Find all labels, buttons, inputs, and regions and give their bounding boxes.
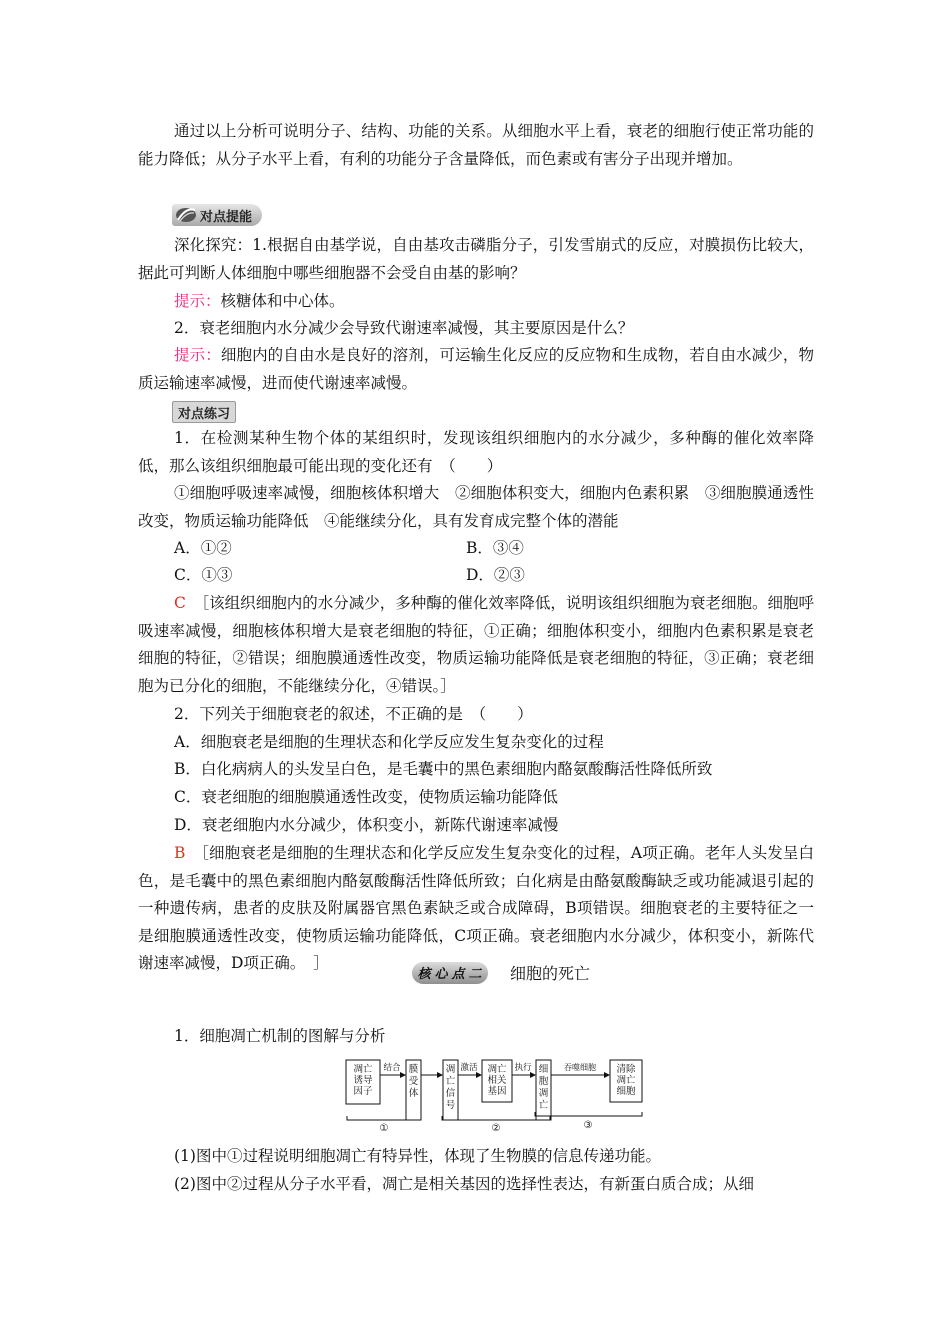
tip-question-2: 2．衰老细胞内水分减少会导致代谢速率减慢，其主要原因是什么？ xyxy=(174,319,634,337)
core-badge-char: 核 xyxy=(417,967,432,982)
practice-q2-option-a: A．细胞衰老是细胞的生理状态和化学反应发生复杂变化的过程 xyxy=(174,733,604,751)
diagram-arrow-phagocyte-label: 吞噬细胞 xyxy=(564,1063,596,1072)
practice-q1-option-b: B．③④ xyxy=(466,539,524,557)
practice-q2-explanation xyxy=(138,840,814,978)
practice-q2-explanation-text: ［细胞衰老是细胞的生理状态和化学反应发生复杂变化的过程，A项正确。老年人头发呈白色，是毛囊中的黑色素细胞内酪氨酸酶活性降低所致；白化病是由酪氨酸酶缺乏或功能减退引起的一种遗传病，患者的皮肤及附属器官黑色素缺乏或合成障碍，B项错误。细胞衰老的主要特征之一是细胞膜通透性改变，使物质运输功能降低，C项正确。衰老细胞内水分减少，体积变小，新陈代谢速率减慢，D项正确。 ］ xyxy=(138,844,814,972)
tip-answer-1-text: 核糖体和中心体。 xyxy=(220,292,345,310)
diagram-stage-3-label: ③ xyxy=(583,1120,593,1131)
diagram-box-apoptosis-label: 细胞凋亡 xyxy=(538,1065,549,1111)
hint-label: 提示： xyxy=(174,292,221,310)
diagram-box-genes-label: 凋亡相关基因 xyxy=(487,1065,507,1097)
apoptosis-analysis-2: (2)图中②过程从分子水平看，凋亡是相关基因的选择性表达，有新蛋白质合成；从细 xyxy=(174,1175,754,1193)
core-point-badge xyxy=(412,962,488,984)
apoptosis-analysis-1: (1)图中①过程说明细胞凋亡有特异性，体现了生物膜的信息传递功能。 xyxy=(174,1147,661,1165)
diagram-box-receptor-label: 膜受体 xyxy=(408,1065,419,1099)
diagram-stage-1-label: ① xyxy=(379,1123,389,1132)
tip-answer-2-text: 细胞内的自由水是良好的溶剂，可运输生化反应的反应物和生成物，若自由水减少，物质运输速率减慢，进而使代谢速率减慢。 xyxy=(138,346,814,392)
practice-q1-stem: 1．在检测某种生物个体的某组织时，发现该组织细胞内的水分减少，多种酶的催化效率降低，那么该组织细胞最可能出现的变化还有 （ ） xyxy=(138,429,814,475)
practice-q2-answer: B xyxy=(174,844,186,862)
apoptosis-heading: 1．细胞凋亡机制的图解与分析 xyxy=(174,1027,386,1045)
diagram-box-signal-label: 凋亡信号 xyxy=(445,1065,456,1111)
core-point-heading xyxy=(412,961,590,984)
practice-q2-stem: 2．下列关于细胞衰老的叙述，不正确的是 （ ） xyxy=(174,705,533,723)
hint-label: 提示： xyxy=(174,346,221,364)
diagram-arrow-bind-label: 结合 xyxy=(383,1062,401,1072)
practice-q1-option-a: A．①② xyxy=(174,539,232,557)
diagram-box-clearance-label: 清除凋亡细胞 xyxy=(616,1065,636,1097)
core-badge-char: 点 xyxy=(451,967,466,982)
practice-q1-statements: ①细胞呼吸速率减慢，细胞核体积增大 ②细胞体积变大，细胞内色素积累 ③细胞膜通透性改变，物质运输功能降低 ④能继续分化，具有发育成完整个体的潜能 xyxy=(138,484,814,530)
tip-badge-label: 对点提能 xyxy=(200,209,253,225)
diagram-box-inducer-label: 凋亡诱导因子 xyxy=(353,1065,373,1097)
tip-question-1: 深化探究：1.根据自由基学说，自由基攻击磷脂分子，引发雪崩式的反应，对膜损伤比较大，据此可判断人体细胞中哪些细胞器不会受自由基的影响？ xyxy=(138,236,814,282)
tip-answer-1 xyxy=(174,291,850,311)
tip-section-badge xyxy=(172,204,262,226)
practice-q1-explanation-text: ［该组织细胞内的水分减少，多种酶的催化效率降低，说明该组织细胞为衰老细胞。细胞呼吸速率减慢，细胞核体积增大是衰老细胞的特征，①正确；细胞体积变小，细胞内色素积累是衰老细胞的特征，②错误；细胞膜通透性改变，物质运输功能降低是衰老细胞的特征，③正确；衰老细胞为已分化的细胞，不能继续分化，④错误。］ xyxy=(138,594,814,695)
practice-q1-option-d: D．②③ xyxy=(466,566,525,584)
practice-q1-option-c: C．①③ xyxy=(174,566,233,584)
practice-section-badge: 对点练习 xyxy=(172,401,236,423)
diagram-stage-2-label: ② xyxy=(491,1123,501,1132)
core-badge-char: 心 xyxy=(434,967,449,982)
core-badge-char: 二 xyxy=(468,967,483,982)
diagram-arrow-activate-label: 激活 xyxy=(460,1062,478,1072)
practice-q2-option-c: C．衰老细胞的细胞膜通透性改变，使物质运输功能降低 xyxy=(174,788,558,806)
tip-answer-2 xyxy=(138,342,814,397)
practice-q2-option-d: D．衰老细胞内水分减少，体积变小，新陈代谢速率减慢 xyxy=(174,816,559,834)
apoptosis-mechanism-diagram xyxy=(345,1050,645,1132)
intro-paragraph: 通过以上分析可说明分子、结构、功能的关系。从细胞水平上看，衰老的细胞行使正常功能的能力降低；从分子水平上看，有利的功能分子含量降低，而色素或有害分子出现并增加。 xyxy=(138,122,814,168)
core-point-title: 细胞的死亡 xyxy=(510,964,591,983)
leaf-logo-icon xyxy=(174,205,198,225)
practice-q2-option-b: B．白化病病人的头发呈白色，是毛囊中的黑色素细胞内酪氨酸酶活性降低所致 xyxy=(174,760,713,778)
practice-q1-answer: C xyxy=(174,594,186,612)
practice-q1-explanation xyxy=(138,590,814,700)
diagram-arrow-execute-label: 执行 xyxy=(514,1062,532,1072)
